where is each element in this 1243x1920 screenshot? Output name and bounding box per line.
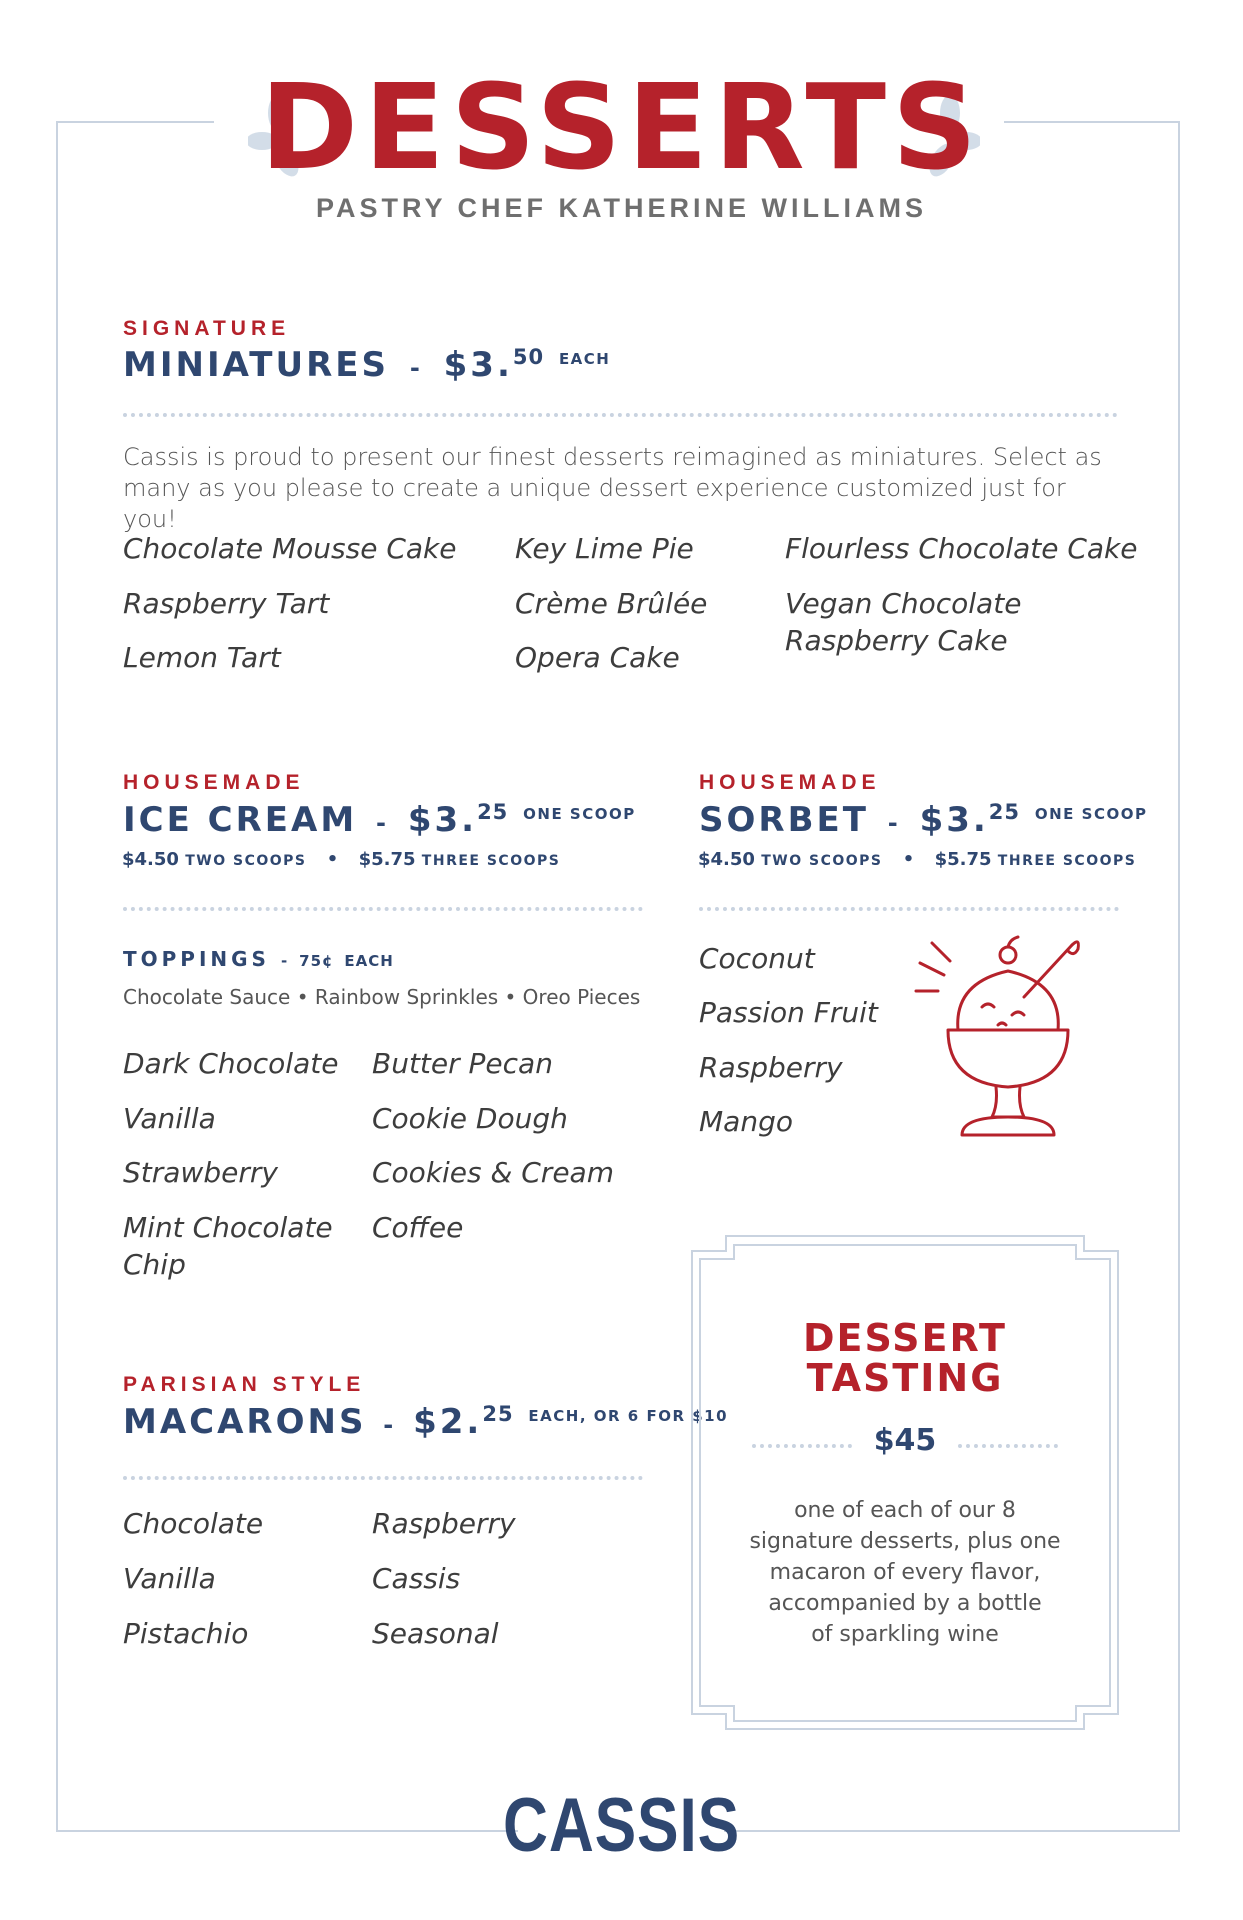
miniatures-divider — [123, 413, 1118, 417]
miniature-item: Opera Cake — [515, 641, 680, 674]
ice-cream-price: $3. — [407, 800, 478, 840]
sorbet-dash: - — [887, 809, 901, 837]
tasting-title-line: DESSERT — [803, 1316, 1007, 1360]
tasting-description-line: one of each of our 8 — [794, 1498, 1016, 1523]
macarons-price-note: EACH, OR 6 FOR $10 — [528, 1407, 729, 1425]
miniatures-description-line: many as you please to create a unique dessert experience customized just for you! — [123, 474, 1066, 533]
tasting-description-line: accompanied by a bottle — [768, 1591, 1042, 1616]
sorbet-two-note: TWO SCOOPS — [761, 853, 883, 869]
frame-right — [1178, 121, 1180, 1832]
miniature-item: Raspberry Tart — [123, 587, 330, 620]
tasting-description — [730, 1495, 1080, 1650]
ice-cream-flavor: Mint Chocolate — [123, 1211, 333, 1244]
macaron-flavor: Raspberry — [372, 1507, 516, 1540]
sorbet-price: $3. — [919, 800, 989, 840]
miniature-item: Lemon Tart — [123, 641, 281, 674]
ice-cream-divider — [123, 907, 643, 911]
toppings-dash: - — [280, 952, 289, 970]
tasting-price: $45 — [873, 1423, 937, 1458]
macarons-price: $2. — [413, 1402, 483, 1442]
macaron-flavor: Pistachio — [123, 1617, 249, 1650]
ice-cream-price-note: ONE SCOOP — [523, 805, 636, 823]
miniatures-heading — [123, 345, 610, 385]
toppings-note: EACH — [344, 952, 394, 970]
sorbet-price-cents: 25 — [988, 800, 1021, 824]
toppings-price: 75¢ — [299, 952, 334, 970]
macarons-heading — [123, 1402, 728, 1442]
ice-cream-bullet: • — [326, 849, 339, 870]
sorbet-flavor: Coconut — [699, 942, 815, 975]
ice-cream-heading — [123, 800, 636, 840]
miniatures-title: MINIATURES — [123, 345, 389, 385]
macaron-flavor: Seasonal — [372, 1617, 499, 1650]
miniature-item: Raspberry Cake — [785, 624, 1008, 657]
toppings-list: Chocolate Sauce • Rainbow Sprinkles • Oreo Pieces — [123, 985, 641, 1009]
macarons-price-cents: 25 — [482, 1402, 514, 1426]
sorbet-heading — [699, 800, 1147, 840]
miniature-item: Vegan Chocolate — [785, 587, 1022, 620]
frame-left — [56, 121, 58, 1832]
sorbet-flavor: Raspberry — [699, 1051, 843, 1084]
macarons-title: MACARONS — [123, 1402, 367, 1442]
ice-cream-flavor: Butter Pecan — [372, 1047, 553, 1080]
sorbet-three-note: THREE SCOOPS — [997, 853, 1137, 869]
tasting-divider-right — [958, 1444, 1058, 1448]
sorbet-divider — [699, 907, 1119, 911]
miniature-item: Key Lime Pie — [515, 532, 694, 565]
toppings-heading — [123, 947, 394, 971]
ice-cream-two-price: $4.50 — [122, 849, 179, 870]
sorbet-price-note: ONE SCOOP — [1034, 805, 1148, 823]
ice-cream-flavor: Cookie Dough — [372, 1102, 568, 1135]
miniatures-dash: - — [409, 354, 423, 382]
page-title: DESSERTS — [260, 58, 983, 196]
ice-cream-flavor: Dark Chocolate — [123, 1047, 339, 1080]
toppings-title: TOPPINGS — [123, 947, 270, 971]
sorbet-more-prices — [698, 849, 1136, 870]
sorbet-eyebrow: HOUSEMADE — [699, 771, 881, 794]
ice-cream-flavor: Vanilla — [123, 1102, 216, 1135]
ice-cream-flavor: Cookies & Cream — [372, 1156, 614, 1189]
ice-cream-price-cents: 25 — [477, 800, 509, 824]
tasting-description-line: signature desserts, plus one — [749, 1529, 1061, 1554]
ice-cream-title: ICE CREAM — [123, 800, 358, 840]
ice-cream-two-note: TWO SCOOPS — [185, 853, 307, 869]
sorbet-three-price: $5.75 — [934, 849, 992, 870]
macaron-flavor: Chocolate — [123, 1507, 264, 1540]
ice-cream-flavor: Coffee — [372, 1211, 464, 1244]
macaron-flavor: Cassis — [372, 1562, 461, 1595]
tasting-box-frame — [690, 1235, 1120, 1730]
tasting-description-line: of sparkling wine — [811, 1622, 999, 1647]
tasting-title — [700, 1318, 1110, 1398]
miniatures-description — [123, 442, 1113, 535]
tasting-divider-left — [752, 1444, 852, 1448]
sorbet-title: SORBET — [699, 800, 869, 840]
macarons-eyebrow: PARISIAN STYLE — [123, 1373, 366, 1396]
ice-cream-three-price: $5.75 — [358, 849, 416, 870]
miniature-item: Crème Brûlée — [515, 587, 708, 620]
macaron-flavor: Vanilla — [123, 1562, 216, 1595]
sorbet-bullet: • — [902, 849, 915, 870]
miniatures-description-line: Cassis is proud to present our finest desserts reimagined as miniatures. Select as — [123, 443, 1102, 471]
miniature-item: Chocolate Mousse Cake — [123, 532, 457, 565]
miniatures-price-note: EACH — [558, 350, 611, 368]
macarons-dash: - — [383, 1411, 397, 1439]
miniatures-price-cents: 50 — [512, 345, 545, 369]
sorbet-flavor: Mango — [699, 1105, 793, 1138]
ice-cream-dash: - — [376, 809, 389, 837]
miniature-item: Flourless Chocolate Cake — [785, 532, 1138, 565]
miniatures-price: $3. — [443, 345, 513, 385]
miniatures-eyebrow: SIGNATURE — [123, 317, 291, 340]
macarons-divider — [123, 1476, 643, 1480]
sorbet-two-price: $4.50 — [698, 849, 755, 870]
brand-logo: CASSIS — [503, 1783, 740, 1868]
tasting-description-line: macaron of every flavor, — [769, 1560, 1041, 1585]
page-subtitle: PASTRY CHEF KATHERINE WILLIAMS — [316, 193, 927, 223]
ice-cream-three-note: THREE SCOOPS — [421, 853, 561, 869]
tasting-title-line: TASTING — [806, 1356, 1004, 1400]
ice-cream-sundae-icon — [912, 935, 1092, 1145]
ice-cream-more-prices — [122, 849, 560, 870]
ice-cream-flavor: Strawberry — [123, 1156, 278, 1189]
ice-cream-eyebrow: HOUSEMADE — [123, 771, 305, 794]
ice-cream-flavor: Chip — [123, 1248, 186, 1281]
sorbet-flavor: Passion Fruit — [699, 996, 878, 1029]
